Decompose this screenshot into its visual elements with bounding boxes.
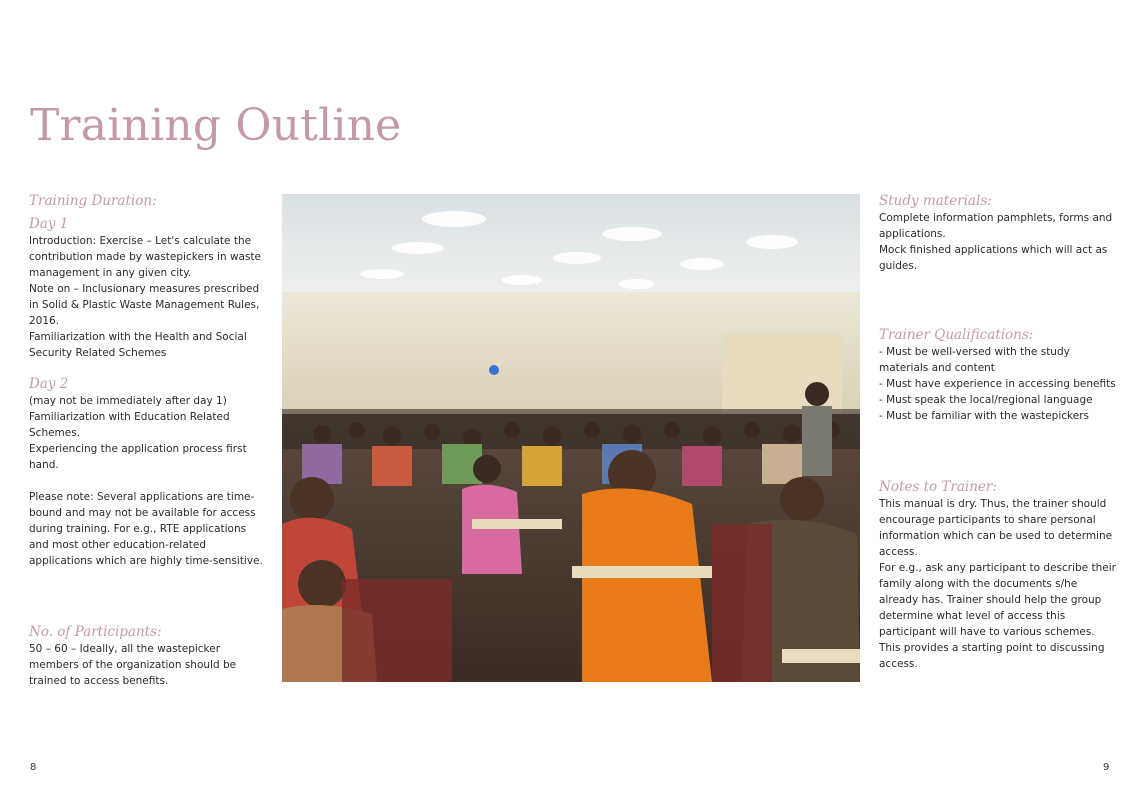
training-session-photo (282, 194, 860, 682)
qual-line-4: - Must be familiar with the wastepickers (879, 410, 1089, 422)
day2-experience: Experiencing the application process first hand. (29, 443, 247, 471)
day2-timing: (may not be immediately after day 1) (29, 395, 227, 407)
trainer-qualifications-heading: Trainer Qualifications: (879, 327, 1034, 343)
day1-note: Note on – Inclusionary measures prescribed in Solid & Plastic Waste Management Rules, 2016. (29, 283, 260, 327)
day2-education: Familiarization with Education Related Schemes. (29, 411, 230, 439)
page-number-left: 8 (30, 762, 37, 773)
day2-heading: Day 2 (29, 376, 69, 392)
qual-line-1: - Must be well-versed with the study materials and content (879, 346, 1070, 374)
notes-line-1: This manual is dry. Thus, the trainer should encourage participants to share personal information which can be used to determine access. (879, 498, 1113, 558)
day1-schemes: Familiarization with the Health and Social Security Related Schemes (29, 331, 247, 359)
participants-heading: No. of Participants: (29, 624, 162, 640)
right-column (879, 192, 1119, 672)
page-title: Training Outline (30, 100, 402, 151)
please-note: Please note: Several applications are time-bound and may not be available for access during training. For e.g., RTE applications and most other education-related applications which are highly time-sensitive. (29, 491, 263, 567)
notes-line-2: For e.g., ask any participant to describe their family along with the documents s/he already has. Trainer should help the group determine what level of access this participant will have to various schemes. This provides a starting point to discussing access. (879, 562, 1116, 670)
training-duration-heading: Training Duration: (29, 193, 157, 209)
study-line-2: Mock finished applications which will act as guides. (879, 244, 1108, 272)
study-materials-heading: Study materials: (879, 193, 992, 209)
day1-intro: Introduction: Exercise – Let's calculate the contribution made by wastepickers in waste management in any given city. (29, 235, 262, 279)
page-number-right: 9 (1103, 762, 1110, 773)
qual-line-3: - Must speak the local/regional language (879, 394, 1093, 406)
participants-text: 50 – 60 – Ideally, all the wastepicker members of the organization should be trained to access benefits. (29, 643, 237, 687)
day1-heading: Day 1 (29, 216, 69, 232)
left-column (29, 192, 264, 689)
study-line-1: Complete information pamphlets, forms and applications. (879, 212, 1113, 240)
qual-line-2: - Must have experience in accessing benefits (879, 378, 1116, 390)
notes-to-trainer-heading: Notes to Trainer: (879, 479, 997, 495)
